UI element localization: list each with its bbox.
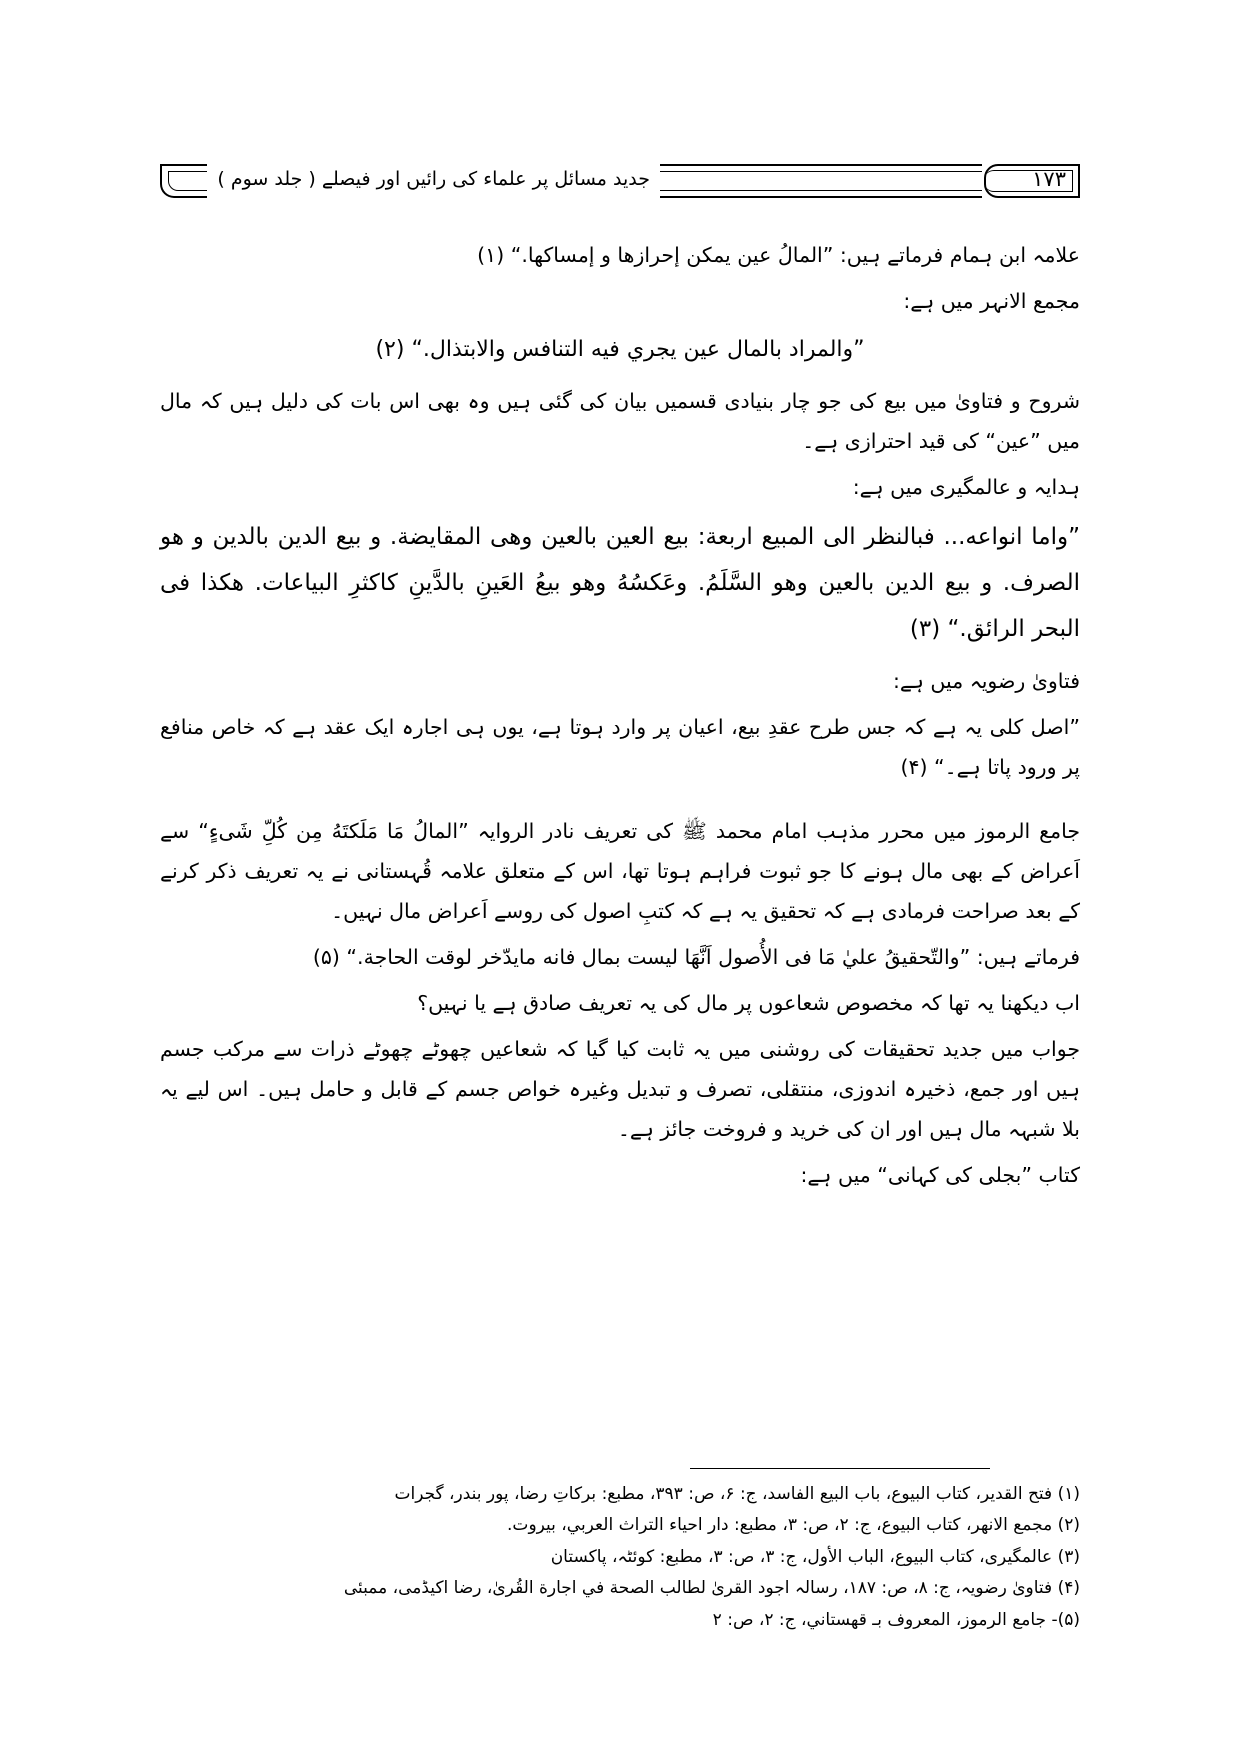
page-header [160, 150, 1080, 208]
body-line-4: شروح و فتاویٰ میں بیع کی جو چار بنیادی قسمیں بیان کی گئی ہیں وہ بھی اس بات کی دلیل ہیں کہ مال میں ”عین“ کی قید احترازی ہے۔ [160, 388, 1080, 453]
body-line-13: کتاب ”بجلی کی کہانی“ میں ہے: [800, 1162, 1080, 1187]
body-line-5: ہدایہ و عالمگیری میں ہے: [852, 474, 1080, 499]
footnote-1: (۱) فتح القدیر، کتاب البیوع، باب البیع الفاسد، ج: ۶، ص: ۳۹۳، مطبع: برکاتِ رضا، پور بندر، گجرات [394, 1483, 1080, 1504]
body-line-1: علامہ ابن ہمام فرماتے ہیں: ”المالُ عین یمکن إحرازها و إمساکها.“ (۱) [477, 243, 1080, 267]
page-body [160, 236, 1080, 1195]
footnote-section [160, 1468, 1080, 1636]
body-line-7: فتاویٰ رضویہ میں ہے: [892, 668, 1080, 693]
body-line-12: جواب میں جدید تحقیقات کی روشنی میں یہ ثابت کیا گیا کہ شعاعیں چھوٹے چھوٹے ذرات سے مرکب جسم ہیں اور جمع، ذخیرہ اندوزی، منتقلی، تصرف و تبدیل وغیرہ خواص جسم کے قابل و حامل ہیں۔ اس لیے یہ بلا شبہہ مال ہیں اور ان کی خرید و فروخت جائز ہے۔ [160, 1036, 1080, 1141]
footnote-5: (۵)- جامع الرموز، المعروف بـ قھستاني، ج: ۲، ص: ۲ [712, 1609, 1080, 1630]
page-number: ۱۷۳ [1032, 167, 1066, 191]
body-line-11: اب دیکھنا یہ تھا کہ مخصوص شعاعوں پر مال کی یہ تعریف صادق ہے یا نہیں؟ [417, 990, 1080, 1015]
book-title: جدید مسائل پر علماء کی رائیں اور فیصلے ( جلد سوم ) [207, 160, 660, 198]
footnote-divider [690, 1468, 990, 1469]
footnote-3: (۳) عالمگیری، کتاب البیوع، الباب الأول، ج: ۳، ص: ۳، مطبع: کوئٹہ، پاکستان [550, 1546, 1080, 1567]
body-quote-3: ”اصل کلی یہ ہے کہ جس طرح عقدِ بیع، اعیان پر وارد ہوتا ہے، یوں ہی اجارہ ایک عقد ہے کہ خاص منافع پر ورود پاتا ہے۔“ (۴) [160, 714, 1080, 779]
body-line-9: جامع الرموز میں محرر مذہب امام محمد ﷺ کی تعریف نادر الروایہ ”المالُ مَا مَلَکتَهُ مِن کُلِّ شَیءٍ“ سے اَعراض کے بھی مال ہونے کا جو ثبوت فراہم ہوتا تھا، اس کے متعلق علامہ قُہستانی نے یہ تعریف ذکر کرنے کے بعد صراحت فرمادی ہے کہ تحقیق یہ ہے کہ کتبِ اصول کی روسے اَعراض مال نہیں۔ [160, 818, 1080, 923]
body-line-10: فرماتے ہیں: ”والتّحقيقُ عليٰ مَا فى الأُصول اَنَّهَا ليست بمال فانه مايدّخر لوقت الحاجة.“ (۵) [312, 944, 1080, 969]
footnote-2: (۲) مجمع الانھر، کتاب البیوع، ج: ۲، ص: ۳، مطبع: دار احیاء التراث العربي، بیروت. [507, 1515, 1080, 1536]
body-quote-1: ”والمراد بالمال عین يجري فيه التنافس والابتذال.“ (۲) [375, 336, 865, 362]
body-spacer [160, 798, 1080, 812]
body-line-2: مجمع الانہر میں ہے: [903, 288, 1080, 313]
body-quote-2: ”واما انواعه... فبالنظر الى المبيع اربعة: بيع العين بالعين وهى المقايضة. و بيع الدين بالدين و هو الصرف. و بيع الدين بالعين وهو السَّلَمُ. وعَكسُهُ وهو بيعُ العَينِ بالدَّينِ كاكثرِ البياعات. هكذا فى البحر الرائق.“ (۳) [160, 523, 1080, 642]
footnote-4: (۴) فتاویٰ رضویہ، ج: ۸، ص: ۱۸۷، رسالہ اجود القریٰ لطالب الصحة في اجارة القُریٰ، رضا اکیڈمی، ممبئی [343, 1578, 1080, 1599]
